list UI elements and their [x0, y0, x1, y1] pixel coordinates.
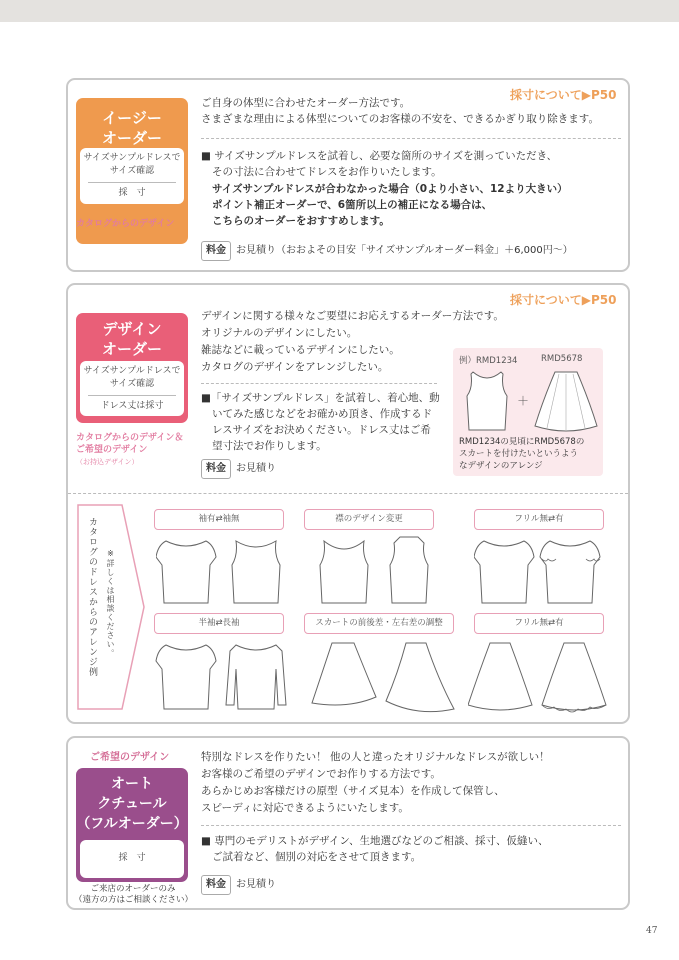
design-intro-line4: カタログのデザインをアレンジしたい。: [201, 361, 389, 373]
design-bullet-line1: ■「サイズサンプルドレス」を試着し、着心地、動: [201, 392, 440, 404]
design-intro-line3: 雑誌などに載っているデザインにしたい。: [201, 344, 400, 356]
design-tag-line3: （お持込デザイン）: [76, 458, 139, 466]
example-caption-line1: RMD1234の見頃にRMD5678の: [459, 437, 585, 447]
chip-collar: 襟のデザイン変更: [304, 509, 434, 530]
couture-bullet-line2: ご試着など、個別の対応をさせて頂きます。: [212, 851, 422, 863]
couture-intro-line3: あらかじめお客様だけの原型（サイズ見本）を作成して保管し、: [201, 785, 505, 797]
couture-title-line2: クチュール: [97, 796, 167, 812]
couture-intro-line2: お客様のご希望のデザインでお作りする方法です。: [201, 768, 441, 780]
bodice-figure: [463, 368, 511, 434]
price-label: 料金: [201, 459, 231, 479]
couture-note: [74, 884, 192, 906]
example-plus: ＋: [517, 394, 530, 408]
design-price-text: お見積り: [236, 463, 276, 474]
design-order-panel: [66, 283, 630, 724]
couture-intro-line1: 特別なドレスを作りたい！ 他の人と違ったオリジナルなドレスが欲しい！: [201, 751, 550, 763]
arrange-side-note: ※詳しくは相談ください。: [106, 549, 115, 658]
price-label: 料金: [201, 241, 231, 261]
easy-intro-line2: さまざまな理由による体型についてのお客様の不安を、できるかぎり取り除きます。: [201, 113, 599, 125]
easy-title-line1: イージー: [102, 109, 162, 127]
skirt-asym-figure: [308, 639, 458, 719]
dotted-divider: [201, 825, 621, 826]
design-intro-line2: オリジナルのデザインにしたい。: [201, 327, 358, 339]
easy-title-line2: オーダー: [101, 129, 162, 147]
page-number: 47: [646, 926, 658, 936]
chip-sleeve: 袖有⇄袖無: [154, 509, 284, 530]
couture-sub-box: [80, 840, 184, 878]
easy-price: [201, 241, 573, 261]
example-code1: 例）RMD1234: [459, 356, 518, 366]
size-link[interactable]: 採寸について▶P50: [510, 88, 617, 102]
arrange-example-box: [453, 348, 603, 476]
couture-price-text: お見積り: [236, 879, 276, 890]
easy-tag: [76, 218, 174, 230]
skirt-figure: [533, 370, 599, 434]
dotted-divider: [68, 493, 628, 494]
divider: [88, 182, 176, 183]
easy-sub-line1: サイズサンプルドレスで: [83, 153, 181, 163]
example-caption-line2: スカートを付けたいというよう: [459, 449, 579, 459]
arrange-side-text: カタログのドレスからのアレンジ例: [87, 517, 97, 677]
easy-price-text: お見積り（おおよその目安「サイズサンプルオーダー料金」＋6,000円～）: [236, 245, 573, 256]
dress-collar-figure: [314, 535, 444, 607]
top-bar: [0, 0, 679, 22]
couture-bullet-line1: ■ 専門のモデリストがデザイン、生地選びなどのご相談、採寸、仮縫い、: [201, 835, 549, 847]
divider: [88, 395, 176, 396]
couture-heading: ご希望のデザイン: [90, 752, 170, 763]
couture-title-line3: （フルオーダー）: [76, 816, 188, 832]
easy-sub-box: [80, 148, 184, 204]
chip-frill: フリル無⇄有: [474, 509, 604, 530]
dotted-divider: [201, 138, 621, 139]
dotted-divider: [201, 383, 437, 384]
design-tag-line2: ご希望のデザイン: [76, 445, 148, 455]
easy-bold-line3: こちらのオーダーをおすすめします。: [212, 215, 390, 227]
design-sub-line3: ドレス丈は採寸: [100, 401, 164, 411]
example-caption-line3: なデザインのアレンジ: [459, 461, 543, 471]
example-code2: RMD5678: [541, 354, 583, 364]
design-tag-line1: カタログからのデザイン＆: [76, 433, 184, 443]
dress-long-sleeve-figure: [152, 639, 288, 719]
design-bullet-line4: 望寸法でお作りします。: [212, 440, 327, 452]
chip-frill-skirt: フリル無⇄有: [474, 613, 604, 634]
couture-title-line1: オート: [111, 776, 153, 792]
design-price: [201, 459, 276, 479]
couture-order-panel: [66, 736, 630, 910]
design-sub-box: [80, 361, 184, 416]
price-label: 料金: [201, 875, 231, 895]
couture-note-line1: ご来店のオーダーのみ: [90, 884, 176, 894]
easy-bullet-line1: ■ サイズサンプルドレスを試着し、必要な箇所のサイズを測っていただき、: [201, 150, 558, 162]
design-title-line1: デザイン: [102, 320, 162, 338]
design-title-line2: オーダー: [101, 340, 162, 358]
dress-sleeve-figure: [156, 535, 286, 607]
design-sub-line1: サイズサンプルドレスで: [83, 366, 181, 376]
skirt-frill-figure: [468, 639, 608, 719]
easy-tag-text: カタログからのデザイン: [76, 219, 175, 229]
easy-sub-line3: 採 寸: [118, 188, 146, 198]
easy-bullet-line2: その寸法に合わせてドレスをお作りいたします。: [212, 166, 442, 178]
easy-intro-line1: ご自身の体型に合わせたオーダー方法です。: [201, 97, 411, 109]
couture-intro-line4: スピーディに対応できるようにいたします。: [201, 802, 409, 814]
design-tag: [76, 432, 183, 468]
design-bullet-line3: レスサイズをお決めください。ドレス丈はご希: [212, 424, 431, 436]
dress-frill-figure: [474, 535, 604, 607]
size-link[interactable]: 採寸について▶P50: [510, 293, 617, 307]
chip-sleeve-length: 半袖⇄長袖: [154, 613, 284, 634]
example-caption: [459, 436, 599, 472]
design-sub-line2: サイズ確認: [109, 379, 155, 389]
chip-skirt-adjust: スカートの前後差・左右差の調整: [304, 613, 454, 634]
easy-bold-line1: サイズサンプルドレスが合わなかった場合（0より小さい、12より大きい）: [212, 183, 568, 195]
easy-bold-line2: ポイント補正オーダーで、6箇所以上の補正になる場合は、: [212, 199, 493, 211]
easy-order-panel: [66, 78, 630, 272]
design-bullet-line2: いてみた感じなどをお確かめ頂き、作成するド: [212, 408, 433, 420]
design-intro-line1: デザインに関する様々なご要望にお応えするオーダー方法です。: [201, 310, 504, 322]
couture-sub-text: 採 寸: [118, 853, 146, 863]
couture-price: [201, 875, 276, 895]
easy-sub-line2: サイズ確認: [109, 166, 155, 176]
couture-note-line2: （遠方の方はご相談ください）: [74, 895, 194, 905]
